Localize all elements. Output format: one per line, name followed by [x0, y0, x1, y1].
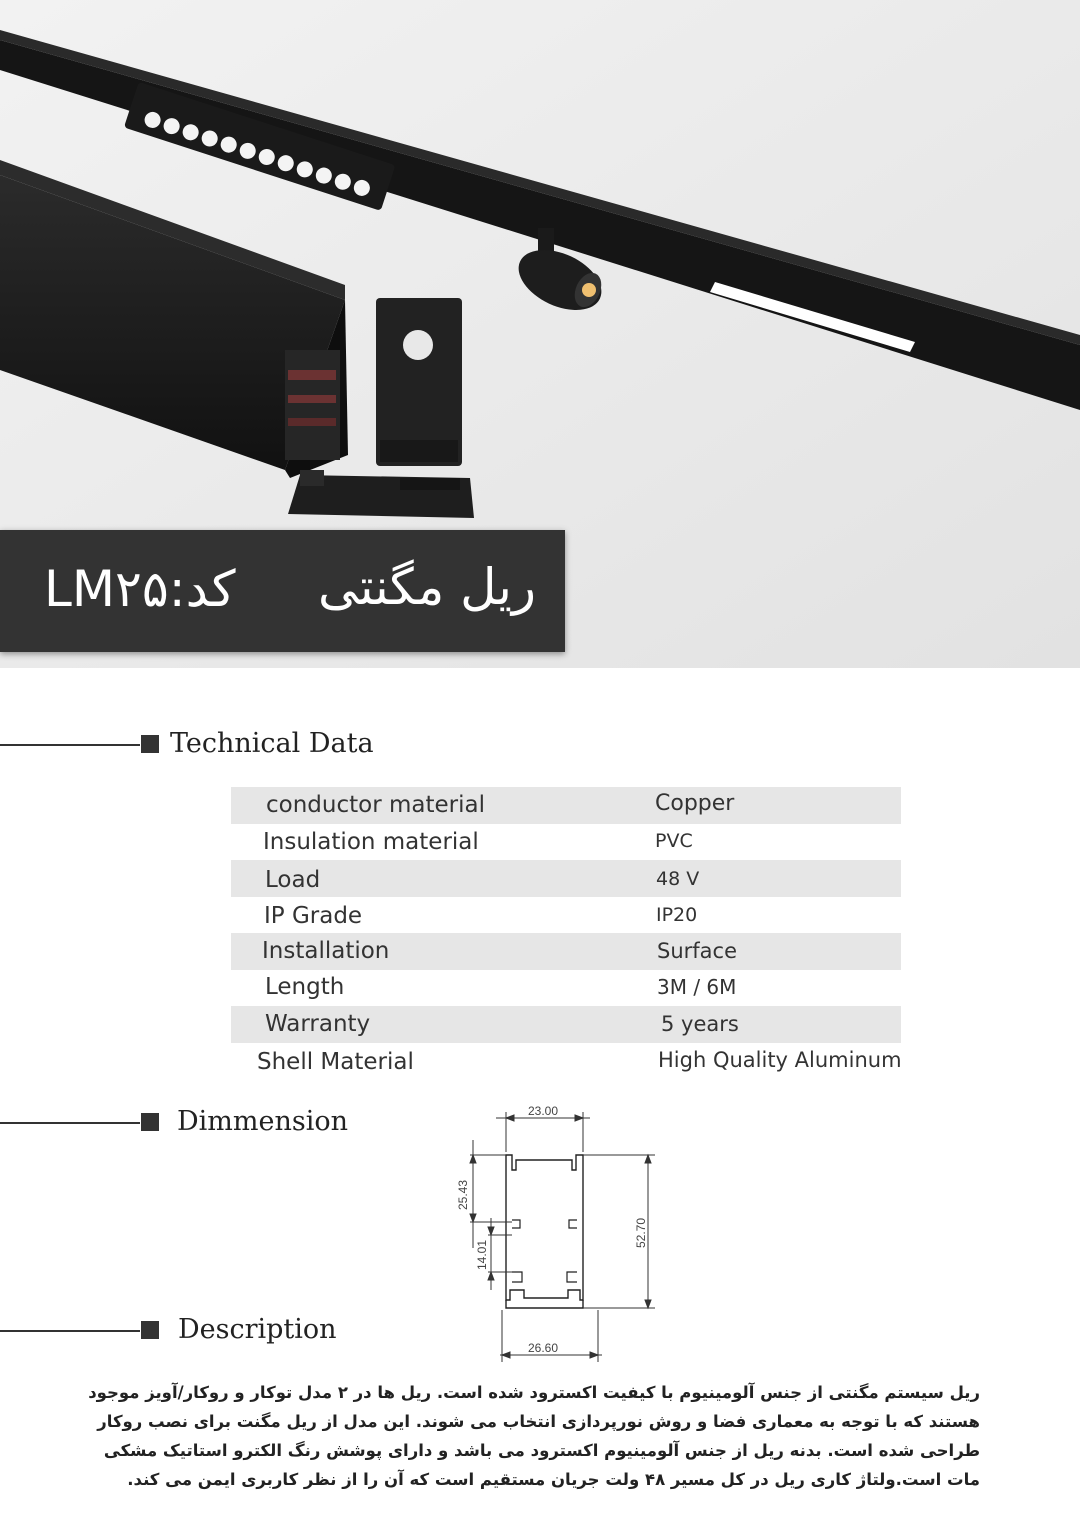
description-line: مات است.ولتاژ کاری ریل در کل مسیر ۴۸ ولت جریان مستقیم است که آن را از نظر کاربری ایمن می کند.	[127, 1470, 980, 1489]
dim-upper-height: 25.43	[456, 1179, 470, 1210]
spec-row	[231, 933, 901, 970]
spec-row	[231, 897, 901, 934]
dim-lower-height: 14.01	[475, 1239, 489, 1270]
section-technical-data	[0, 728, 400, 762]
description-line: هستند که با توجه به معماری فضا و روش نورپردازی انتخاب می شوند. این مدل از ریل مگنت برای نصب روکار	[97, 1412, 980, 1431]
description-line: ریل سیستم مگنتی از جنس آلومینیوم با کیفیت اکسترود شده است. ریل ها در ۲ مدل توکار و روکار/آویز موجود	[88, 1383, 980, 1402]
section-divider-line	[0, 744, 140, 746]
spec-key: conductor material	[266, 792, 485, 818]
product-code: کد:LM۲۵	[44, 560, 236, 618]
spec-key: Installation	[262, 938, 390, 964]
section-bullet-square	[141, 1113, 159, 1131]
spec-key: Insulation material	[263, 828, 479, 855]
section-dimension	[0, 1106, 400, 1140]
spec-row	[231, 824, 901, 861]
spec-key: Warranty	[265, 1011, 371, 1037]
section-title-dimension: Dimmension	[177, 1106, 348, 1137]
spec-value: PVC	[655, 829, 693, 852]
spec-value: 5 years	[661, 1012, 739, 1036]
section-bullet-square	[141, 1321, 159, 1339]
spec-key: Load	[265, 867, 321, 893]
spec-value: Copper	[655, 791, 735, 816]
spec-row	[231, 970, 901, 1007]
spec-table	[231, 787, 901, 1079]
spec-key: Length	[265, 973, 345, 1000]
spec-key: Shell Material	[257, 1048, 414, 1075]
spec-value: IP20	[656, 903, 698, 926]
section-description	[0, 1314, 400, 1348]
spec-row	[231, 860, 901, 897]
product-name: ریل مگنتی	[318, 558, 537, 616]
description-line: طراحی شده است. بدنه ریل از جنس آلومینیوم اکسترود می باشد و دارای پوشش رنگ الکترو استاتیک مشکی	[103, 1441, 980, 1460]
spec-value: Surface	[657, 939, 738, 963]
spec-value: High Quality Aluminum	[658, 1047, 902, 1072]
description-text	[88, 1378, 980, 1494]
section-divider-line	[0, 1330, 140, 1332]
spec-key: IP Grade	[264, 902, 363, 929]
spec-value: 48 V	[656, 868, 700, 890]
spec-row	[231, 787, 901, 824]
section-divider-line	[0, 1122, 140, 1124]
section-bullet-square	[141, 735, 159, 753]
section-title-technical: Technical Data	[170, 728, 374, 759]
end-cap-vertical	[376, 298, 462, 466]
spec-row	[231, 1043, 901, 1080]
profile-dimension-drawing	[440, 1100, 680, 1365]
spec-row	[231, 1006, 901, 1043]
spec-value: 3M / 6M	[657, 974, 737, 999]
dim-bottom-width: 26.60	[528, 1341, 559, 1355]
dim-top-width: 23.00	[528, 1104, 559, 1118]
dim-total-height: 52.70	[634, 1217, 648, 1248]
section-title-description: Description	[178, 1314, 337, 1345]
